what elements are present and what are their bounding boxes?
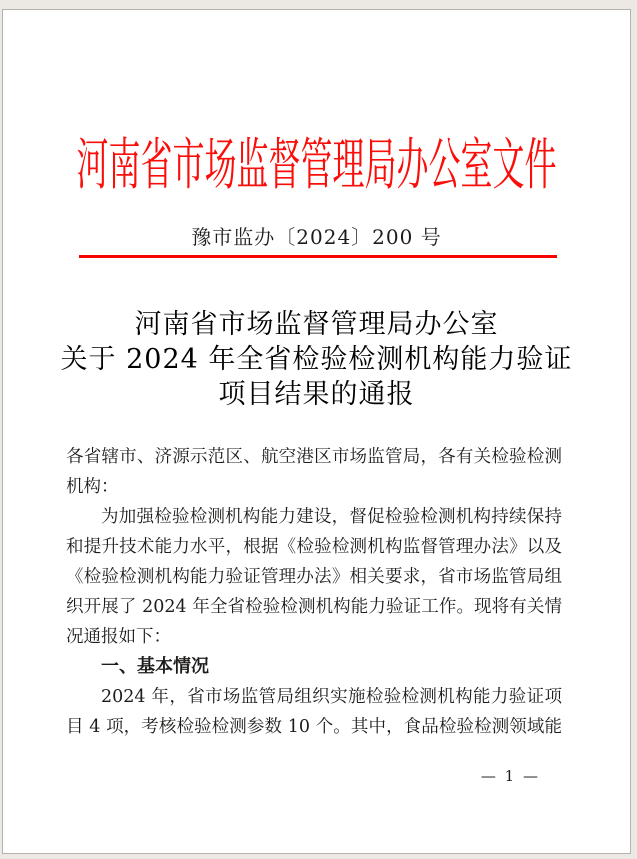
title-line-3: 项目结果的通报 <box>218 379 415 410</box>
body-line: 况通报如下： <box>66 627 171 647</box>
body-line: 目 4 项，考核检验检测参数 10 个。其中，食品检验检测领域能 <box>66 717 562 737</box>
letterhead-agency-title: 河南省市场监督管理局办公室文件 <box>76 131 557 198</box>
document-page <box>2 9 631 854</box>
title-line-1: 河南省市场监督管理局办公室 <box>134 309 499 340</box>
document-reference-number: 豫市监办〔2024〕200 号 <box>191 225 442 249</box>
title-line-2: 关于 2024 年全省检验检测机构能力验证 <box>60 344 573 375</box>
red-divider-rule <box>79 255 557 258</box>
page-number: — 1 — <box>480 767 540 785</box>
section-heading: 一、基本情况 <box>101 656 209 677</box>
body-line: 2024 年，省市场监管局组织实施检验检测机构能力验证项 <box>101 687 562 707</box>
body-line: 为加强检验检测机构能力建设，督促检验检测机构持续保持 <box>101 507 562 527</box>
salutation-line: 机构： <box>66 477 119 497</box>
salutation-line: 各省辖市、济源示范区、航空港区市场监管局，各有关检验检测 <box>66 447 562 467</box>
document-body <box>66 442 562 742</box>
document-title <box>3 307 630 412</box>
body-line: 和提升技术能力水平，根据《检验检测机构监督管理办法》以及 <box>66 537 562 557</box>
body-line: 《检验检测机构能力验证管理办法》相关要求，省市场监管局组 <box>66 567 562 587</box>
body-line: 织开展了 2024 年全省检验检测机构能力验证工作。现将有关情 <box>66 597 562 617</box>
